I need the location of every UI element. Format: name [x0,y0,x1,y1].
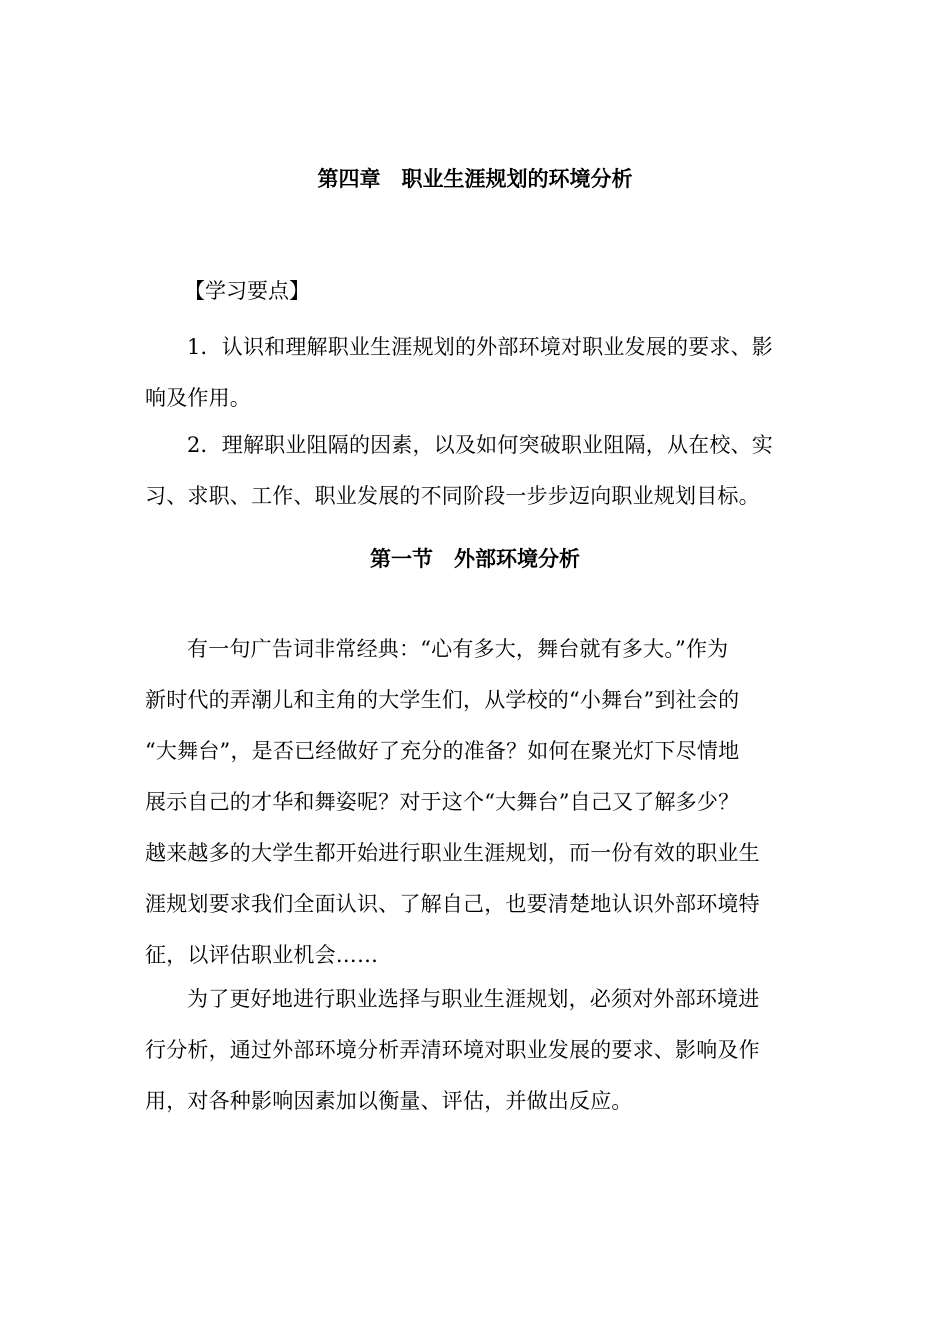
key-point-2-line-2: 习、求职、工作、职业发展的不同阶段一步步迈向职业规划目标。 [145,484,760,508]
body-p1-line-4: 展示自己的才华和舞姿呢？对于这个“大舞台”自己又了解多少？ [145,790,740,814]
key-point-item-2 [145,420,807,522]
key-point-1-line-2: 响及作用。 [145,386,251,410]
key-point-1-line-1: 1．认识和理解职业生涯规划的外部环境对职业发展的要求、影 [187,335,773,359]
body-p1-line-6: 涯规划要求我们全面认识、了解自己，也要清楚地认识外部环境特 [145,892,760,916]
body-p1-line-3: “大舞台”，是否已经做好了充分的准备？如何在聚光灯下尽情地 [145,739,740,763]
key-points-heading: 【学习要点】 [184,279,310,303]
body-p2-line-1: 为了更好地进行职业选择与职业生涯规划，必须对外部环境进 [187,987,760,1011]
body-paragraph-2 [145,974,807,1127]
body-p2-line-3: 用，对各种影响因素加以衡量、评估，并做出反应。 [145,1089,633,1113]
body-p2-line-2: 行分析，通过外部环境分析弄清环境对职业发展的要求、影响及作 [145,1038,760,1062]
body-p1-line-2: 新时代的弄潮儿和主角的大学生们，从学校的“小舞台”到社会的 [145,688,740,712]
body-paragraph-1 [145,624,807,981]
section-title: 第一节 外部环境分析 [370,546,580,571]
body-p1-line-5: 越来越多的大学生都开始进行职业生涯规划，而一份有效的职业生 [145,841,760,865]
key-point-item-1 [145,322,807,424]
body-p1-line-1: 有一句广告词非常经典：“心有多大，舞台就有多大。”作为 [187,637,729,661]
key-point-2-line-1: 2．理解职业阻隔的因素，以及如何突破职业阻隔，从在校、实 [187,433,773,457]
chapter-title: 第四章 职业生涯规划的环境分析 [317,166,633,191]
body-p1-line-7: 征，以评估职业机会…… [145,943,379,967]
